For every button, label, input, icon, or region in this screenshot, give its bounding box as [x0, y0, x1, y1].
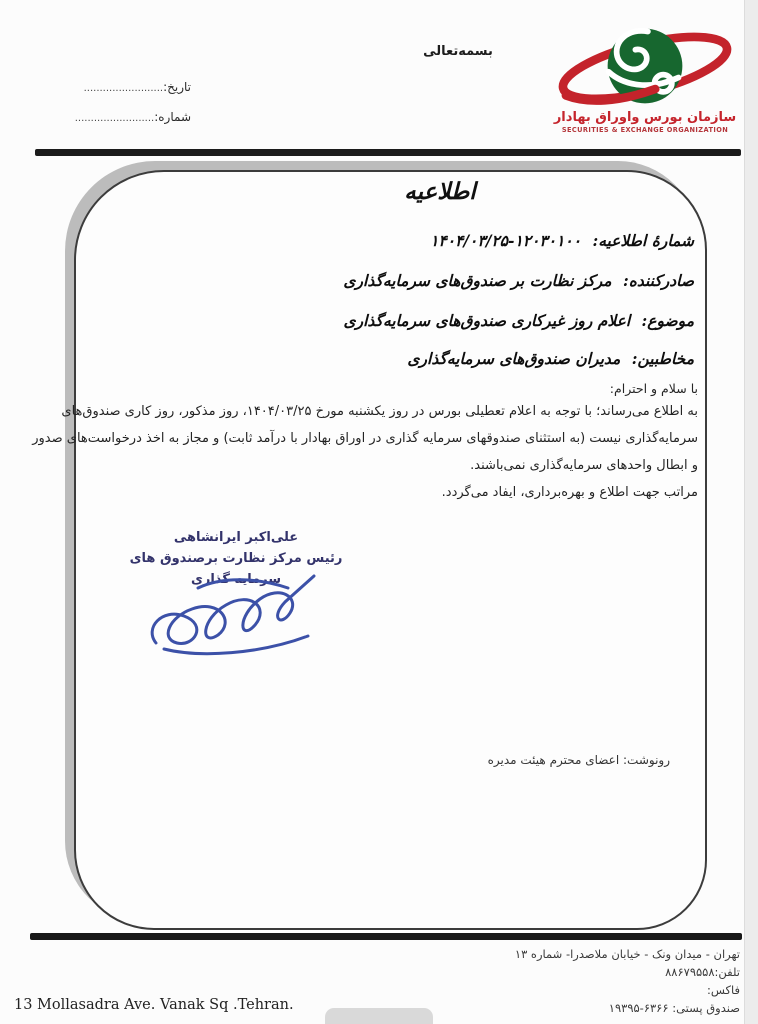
announcement-number-value: ۱۲۰۳۰۱۰۰-۱۴۰۴/۰۳/۲۵ [430, 231, 582, 250]
pobox-label: صندوق پستی: [672, 1001, 740, 1015]
footer-phone-line [665, 965, 740, 979]
audience-value: مدیران صندوق‌های سرمایه‌گذاری [407, 349, 621, 368]
issuer-value: مرکز نظارت بر صندوق‌های سرمایه‌گذاری [343, 271, 612, 290]
bottom-divider-bar [30, 933, 742, 940]
subject-value: اعلام روز غیرکاری صندوق‌های سرمایه‌گذاری [343, 311, 631, 330]
scrollbar-thumb[interactable] [325, 1008, 433, 1024]
date-dotted-line: ......................... [83, 83, 164, 94]
footer-address-en: 13 Mollasadra Ave. Vanak Sq .Tehran. [14, 997, 294, 1013]
number-field [35, 110, 191, 124]
top-divider-bar [35, 149, 741, 156]
audience-label: مخاطبین: [631, 349, 694, 368]
cc-line: رونوشت: اعضای محترم هیئت مدیره [487, 753, 670, 767]
seo-logo-icon [552, 20, 738, 112]
date-field [35, 80, 191, 94]
page-edge-strip [744, 0, 758, 1024]
footer-pobox-line [609, 1001, 740, 1015]
logo-name-en: SECURITIES & EXCHANGE ORGANIZATION [561, 126, 729, 134]
body-line: مراتب جهت اطلاع و بهره‌برداری، ایفاد می‌گردد. [441, 485, 698, 500]
audience-line [407, 349, 694, 368]
logo-name-fa: سازمان بورس واوراق بهادار [553, 110, 737, 125]
announcement-number-label: شمارۀ اطلاعیه: [592, 231, 694, 250]
body-line: و ابطال واحدهای سرمایه‌گذاری نمی‌باشند. [470, 458, 698, 473]
date-label: تاریخ: [163, 80, 191, 94]
salutation-text: با سلام و احترام: [609, 381, 698, 396]
phone-number: ۸۸۶۷۹۵۵۸ [665, 965, 715, 979]
signer-title-line1: رئیس مرکز نظارت برصندوق های [129, 551, 343, 566]
body-line: سرمایه‌گذاری نیست (به استثنای صندوقهای سرمایه گذاری در اوراق بهادار با درآمد ثابت) و مجاز به اخذ درخواست‌های صدور [32, 431, 698, 446]
footer-address-fa: تهران - میدان ونک - خیابان ملاصدرا- شماره ۱۳ [514, 947, 740, 961]
number-dotted-line: ......................... [74, 113, 155, 124]
subject-line [344, 311, 695, 330]
pobox-number: ۱۹۳۹۵-۶۳۶۶ [608, 1001, 669, 1015]
phone-label: تلفن: [714, 965, 740, 979]
bismillah-text: بسمه‌تعالی [423, 44, 493, 59]
number-label: شماره: [154, 110, 191, 124]
letter-title: اطلاعیه [404, 178, 476, 205]
issuer-line [343, 271, 694, 290]
fax-label: فاکس: [706, 983, 740, 997]
handwritten-signature-icon [138, 548, 343, 663]
body-line: به اطلاع می‌رساند؛ با توجه به اعلام تعطیلی بورس در روز یکشنبه مورخ ۱۴۰۴/۰۳/۲۵، روز مذکور، روز کاری صندوق‌های [61, 404, 698, 419]
issuer-label: صادرکننده: [623, 271, 694, 290]
announcement-number-line [430, 231, 694, 250]
signer-title-line2: سرمایه گذاری [190, 572, 282, 587]
signer-name: علی‌اکبر ایرانشاهی [173, 530, 299, 545]
seo-logo [548, 20, 742, 134]
footer-fax-line [707, 983, 740, 997]
subject-label: موضوع: [641, 311, 694, 330]
